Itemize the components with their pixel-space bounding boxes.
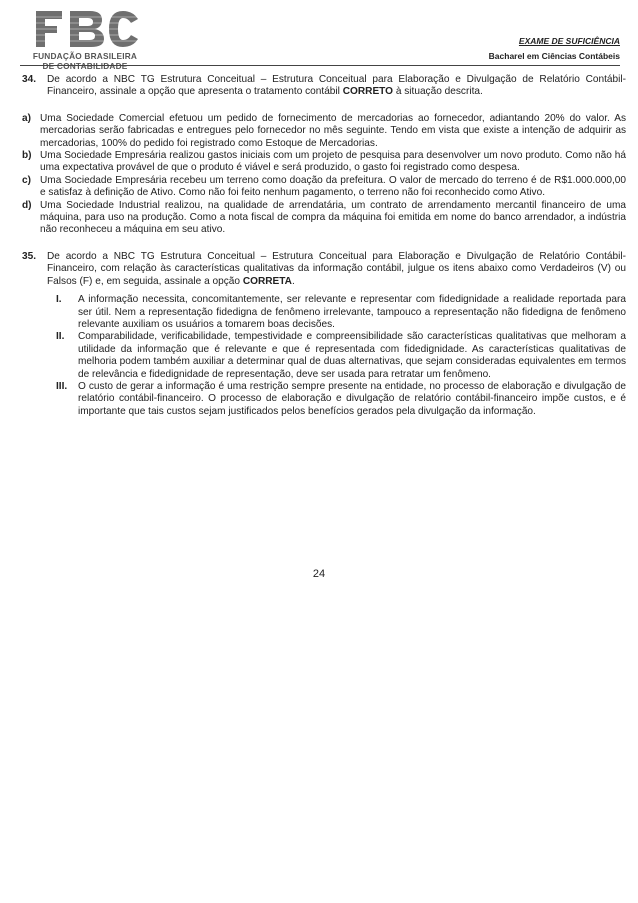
question-statement: De acordo a NBC TG Estrutura Conceitual – Estrutura Conceitual para Elaboração e Divulgação de Relatório Contábil-Financeiro, assinale a opção que apresenta o tratamento contábil CORRETO à situação descrita. bbox=[47, 74, 626, 98]
question-statement: De acordo a NBC TG Estrutura Conceitual – Estrutura Conceitual para Elaboração e Divulgação de Relatório Contábil-Financeiro, com relação às características qualitativas da informação contábil, julgue os itens abaixo como Verdadeiros (V) ou Falsos (F) e, em seguida, assinale a opção CORRETA. bbox=[47, 250, 626, 287]
item-roman-numeral: II. bbox=[56, 331, 65, 343]
exam-subtitle: Bacharel em Ciências Contábeis bbox=[488, 51, 620, 61]
question-35 bbox=[22, 251, 626, 288]
exam-title: EXAME DE SUFICIÊNCIA bbox=[518, 36, 620, 46]
fbc-logo-mark bbox=[34, 8, 144, 50]
alternative-text: Uma Sociedade Empresária realizou gastos iniciais com um projeto de pesquisa para desenvolver um novo produto. Como não há uma expectativa provável de que o produto é viável e será produzido, o gasto foi registrado como despesa. bbox=[40, 150, 626, 174]
question-35-items bbox=[50, 294, 626, 418]
question-number: 35. bbox=[22, 250, 37, 262]
item-roman-numeral: I. bbox=[56, 294, 62, 306]
alternative-letter: d) bbox=[22, 199, 32, 211]
alternative-letter: a) bbox=[22, 112, 31, 124]
page-number: 24 bbox=[312, 568, 326, 580]
alternative-b[interactable] bbox=[22, 150, 626, 175]
alternative-letter: b) bbox=[22, 150, 32, 162]
item-roman-numeral: III. bbox=[56, 380, 68, 392]
question-34-alternatives bbox=[22, 113, 626, 237]
alternative-text: Uma Sociedade Comercial efetuou um pedido de fornecimento de mercadorias ao fornecedor, adiantando 20% do valor. As mercadorias serão fabricadas e entregues pelo fornecedor no mês seguinte. Tendo em vista que existe a intenção de adquirir as mercadorias, 100% do pedido foi registrado como Estoque de Mercadorias. bbox=[40, 112, 626, 149]
item-text: O custo de gerar a informação é uma restrição sempre presente na entidade, no processo de elaboração e divulgação de relatório contábil-financeiro. O processo de elaboração e divulgação de relatório contábil-financeiro impõe custos, e é importante que tais custos sejam justificados pelos benefícios gerados pela divulgação da informação. bbox=[78, 380, 626, 417]
logo-caption-line2: DE CONTABILIDADE bbox=[42, 61, 128, 71]
item-i bbox=[50, 294, 626, 331]
page-header bbox=[20, 8, 620, 74]
item-text: A informação necessita, concomitantemente, ser relevante e representar com fidedignidade a realidade reportada para ser útil. Nem a representação fidedigna de fenômeno irrelevante, tampouco a representação não fidedigna de fenômeno relevante auxiliam os usuários a tomarem boas decisões. bbox=[78, 294, 626, 330]
alternative-text: Uma Sociedade Industrial realizou, na qualidade de arrendatária, um contrato de arrendamento mercantil financeiro de uma máquina, para uso na produção. Como a nota fiscal de compra da máquina foi emitida em nome do banco arrendador, a indústria não reconheceu a máquina em seu ativo. bbox=[40, 199, 626, 236]
alternative-a[interactable] bbox=[22, 113, 626, 150]
question-number: 34. bbox=[22, 74, 37, 85]
question-34 bbox=[22, 74, 626, 99]
statement-emphasis: CORRETO bbox=[342, 86, 394, 98]
statement-emphasis: CORRETA bbox=[242, 275, 292, 287]
alternative-d[interactable] bbox=[22, 200, 626, 237]
header-divider bbox=[20, 65, 620, 66]
logo-caption-line1: FUNDAÇÃO BRASILEIRA bbox=[32, 51, 138, 61]
item-ii bbox=[50, 331, 626, 381]
alternative-text: Uma Sociedade Empresária recebeu um terreno como doação da prefeitura. O valor de mercado do terreno é de R$1.000.000,00 e satisfaz à definição de Ativo. Como não foi feito nenhum pagamento, o terreno não foi reconhecido como Ativo. bbox=[40, 174, 626, 199]
item-iii bbox=[50, 381, 626, 418]
alternative-letter: c) bbox=[22, 174, 31, 186]
item-text: Comparabilidade, verificabilidade, tempestividade e compreensibilidade são características qualitativas que melhoram a utilidade da informação que é relevante e que é representada com fidedignidade. As características qualitativas de melhoria podem também auxiliar a determinar qual de duas alternativas, que sejam consideradas equivalentes em termos de relevância e fidedignidade de representação, deve ser usada para retratar um fenômeno. bbox=[78, 331, 626, 380]
alternative-c[interactable] bbox=[22, 175, 626, 200]
questions-content bbox=[22, 74, 626, 418]
